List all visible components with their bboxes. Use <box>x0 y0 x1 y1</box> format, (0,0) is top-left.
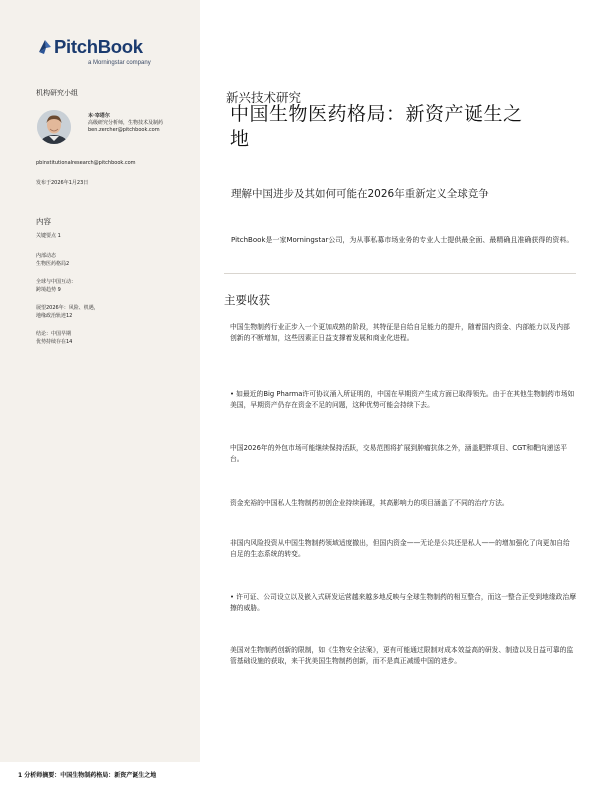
toc-item[interactable] <box>36 279 186 294</box>
toc-item-line: 全球与中国互动： <box>36 279 77 285</box>
analyst-email[interactable]: ben.zercher@pitchbook.com <box>88 127 160 134</box>
toc-item[interactable] <box>36 253 186 268</box>
main-content <box>224 0 584 762</box>
publish-date: 发布于2026年1月23日 <box>36 180 89 186</box>
takeaway-paragraph: 美国对生物制药创新的限制，如《生物安全法案》，更有可能通过限制对成本效益高的研发、制造以及日益可靠的监管基础设施的获取，来干扰美国生物制药创新，而不是真正减缓中国的进步。 <box>230 646 574 665</box>
toc-title: 内容 <box>36 217 51 226</box>
pitchbook-logo <box>36 36 156 70</box>
toc-item-line: 展望2026年：风险、机遇， <box>36 305 99 311</box>
toc-item-line: 优势持续存在14 <box>36 338 73 345</box>
takeaway-paragraph: 非国内风险投资从中国生物制药领域适度撤出，但国内资金——无论是公共还是私人——的增加强化了向更加自给自足的生态系统的转变。 <box>230 539 570 558</box>
analyst-avatar <box>37 110 71 144</box>
toc-item-line: 关键要点 1 <box>36 233 61 239</box>
analyst-role: 高级研究分析师，生物技术及制药 <box>88 120 164 127</box>
page-subtitle: 理解中国进步及其如何可能在2026年重新定义全球竞争 <box>231 188 489 200</box>
takeaway-paragraph: 中国生物制药行业正步入一个更加成熟的阶段，其特征是自给自足能力的提升，随着国内资金、内部能力以及内部创新的不断增加，这些因素正日益支撑着发展和商业化进程。 <box>230 323 570 342</box>
brand-name: PitchBook <box>54 36 143 57</box>
divider <box>224 273 576 274</box>
toc-item-line: 地缘政治轨迹12 <box>36 312 73 319</box>
toc-item[interactable] <box>36 331 186 346</box>
team-email[interactable]: pbinstitutionalresearch@pitchbook.com <box>36 160 136 166</box>
takeaway-paragraph: • 如最近的Big Pharma许可协议涌入所证明的，中国在早期资产生成方面已取得领先。由于在其他生物制药市场如美国，早期资产仍存在资金不足的问题，这种优势可能会持续下去。 <box>230 390 575 409</box>
page-footer: 1 分析师摘要：中国生物制药格局：新资产诞生之地 <box>18 772 157 779</box>
pitchbook-logo-icon <box>36 38 54 56</box>
page-title: 中国生物医药格局：新资产诞生之地 <box>230 103 523 150</box>
takeaway-paragraph: 资金充裕的中国私人生物制药初创企业持续涌现，其高影响力的项目涵盖了不同的治疗方法。 <box>230 499 509 507</box>
toc-item[interactable] <box>36 305 186 320</box>
takeaway-paragraph: 中国2026年的外包市场可能继续保持活跃，交易范围将扩展到肿瘤抗体之外，涵盖肥胖项目、CGT和靶向递送平台。 <box>230 444 568 463</box>
analyst-photo <box>37 110 71 144</box>
analyst-info <box>88 113 163 135</box>
key-takeaways-heading: 主要收获 <box>224 293 270 307</box>
toc-item-line: 结论：中国早期 <box>36 331 72 337</box>
report-category: 新兴技术研究 <box>226 90 302 105</box>
takeaway-paragraph: • 许可证、公司设立以及嵌入式研发运营越来越多地反映与全球生物制药的相互整合，而这一整合正受到地缘政治摩擦的威胁。 <box>230 593 577 612</box>
analyst-name: 本·宰塔尔 <box>88 113 110 119</box>
toc-item-line: 生物医药格局2 <box>36 260 70 267</box>
toc-item-line: 跨境趋势 9 <box>36 286 61 293</box>
research-group-label: 机构研究小组 <box>36 89 78 97</box>
toc-item-line: 内部动态 <box>36 253 57 259</box>
toc-item[interactable] <box>36 233 186 241</box>
brand-tagline: a Morningstar company <box>88 60 151 66</box>
intro-text: PitchBook是一家Morningstar公司，为从事私募市场业务的专业人士提供最全面、最精确且准确获得的资料。 <box>231 236 574 244</box>
